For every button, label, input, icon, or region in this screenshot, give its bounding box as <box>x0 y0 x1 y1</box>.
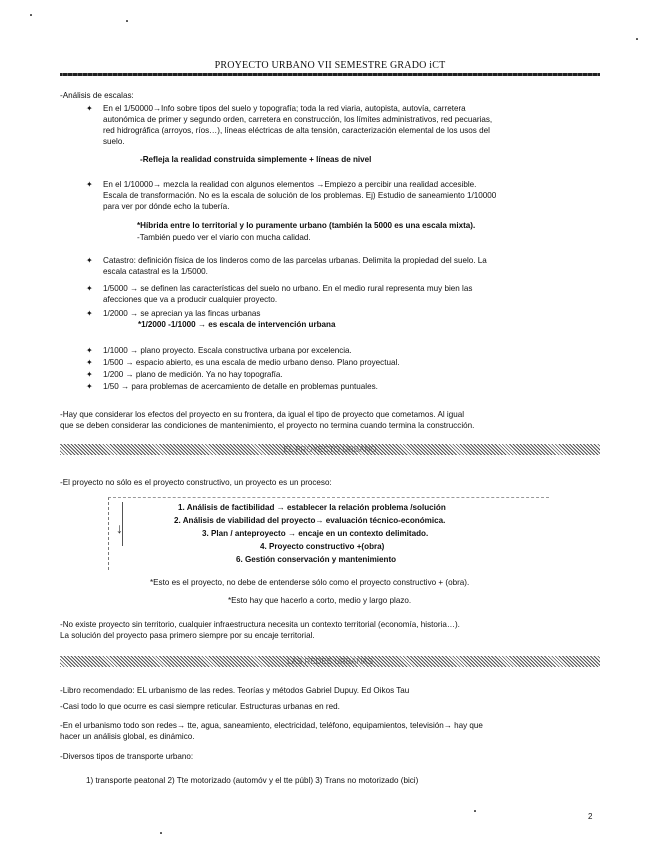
frontier-line2: que se deben considerar las condiciones de mantenimiento, el proyecto no termina cuando termina la construcción. <box>60 421 475 430</box>
process-step-1: 1. Análisis de factibilidad → establecer la relación problema /solución <box>178 503 446 512</box>
arrow-down-icon: ↓ <box>116 520 123 536</box>
process-step-3: 3. Plan / anteproyecto → encaje en un contexto delimitado. <box>202 529 429 538</box>
bullet-icon: ✦ <box>86 104 93 113</box>
networks-line2: hacer un análisis global, es dinámico. <box>60 732 195 741</box>
header-rule <box>60 73 600 76</box>
section-bar-title: LAS REDES URBANAS <box>287 657 373 666</box>
bullet-icon: ✦ <box>86 370 93 379</box>
scale-1000-line: 1/1000 → plano proyecto. Escala constructiva urbana por excelencia. <box>103 346 352 355</box>
scale-10000-note1: *Híbrida entre lo territorial y lo puramente urbano (también la 5000 es una escala mixta). <box>137 221 476 230</box>
territory-line2: La solución del proyecto pasa primero siempre por su encaje territorial. <box>60 631 315 640</box>
scale-10000-line3: para ver por dónde echo la tubería. <box>103 202 230 211</box>
scale-5000-line1: 1/5000 → se definen las características del suelo no urbano. En el medio rural representa muy bien las <box>103 284 473 293</box>
section-bar-redes-urbanas <box>60 656 600 667</box>
scale-200-line: 1/200 → plano de medición. Ya no hay topografía. <box>103 370 283 379</box>
scan-speck <box>30 14 32 16</box>
networks-line1: -En el urbanismo todo son redes→ tte, agua, saneamiento, electricidad, teléfono, equipamientos, televisión→ hay que <box>60 721 483 730</box>
bullet-icon: ✦ <box>86 382 93 391</box>
territory-line1: -No existe proyecto sin territorio, cualquier infraestructura necesita un contexto territorial (economía, historia…). <box>60 620 460 629</box>
scale-50000-line2: autonómica de primer y segundo orden, carretera en construcción, los límites administrativos, red pecuarias, <box>103 115 493 124</box>
process-step-4: 4. Proyecto constructivo +(obra) <box>260 542 385 551</box>
scan-speck <box>126 20 128 22</box>
scale-10000-line2: Escala de transformación. No es la escala de solución de los problemas. Ej) Estudio de saneamiento 1/10000 <box>103 191 497 200</box>
scale-50000-line4: suelo. <box>103 137 125 146</box>
process-note2: *Esto hay que hacerlo a corto, medio y largo plazo. <box>228 596 412 605</box>
process-intro: -El proyecto no sólo es el proyecto constructivo, un proyecto es un proceso: <box>60 478 332 487</box>
page-title: PROYECTO URBANO VII SEMESTRE GRADO iCT <box>214 60 446 71</box>
reticular-line: -Casi todo lo que ocurre es casi siempre reticular. Estructuras urbanas en red. <box>60 702 340 711</box>
section-bar-title: EL PROYECTO URBANO <box>283 445 377 454</box>
page-number: 2 <box>588 812 593 821</box>
transport-types: -Diversos tipos de transporte urbano: <box>60 752 194 761</box>
bullet-icon: ✦ <box>86 180 93 189</box>
bullet-icon: ✦ <box>86 309 93 318</box>
scan-speck <box>474 810 476 812</box>
scale-10000-line1: En el 1/10000→ mezcla la realidad con algunos elementos →Empiezo a percibir una realidad accesible. <box>103 180 477 189</box>
section-bar-proyecto-urbano <box>60 444 600 455</box>
scale-500-line: 1/500 → espacio abierto, es una escala de medio urbano denso. Plano proyectual. <box>103 358 400 367</box>
scan-speck <box>636 38 638 40</box>
scale-2000-line2: *1/2000 -1/1000 → es escala de intervención urbana <box>138 320 336 329</box>
bullet-icon: ✦ <box>86 358 93 367</box>
book-recommendation: -Libro recomendado: EL urbanismo de las redes. Teorías y métodos Gabriel Dupuy. Ed Oikos Tau <box>60 686 410 695</box>
scan-speck <box>160 832 162 834</box>
frontier-line1: -Hay que considerar los efectos del proyecto en su frontera, da igual el tipo de proyecto que cometamos. Al igual <box>60 410 465 419</box>
scales-intro: -Análisis de escalas: <box>60 91 134 100</box>
process-step-2: 2. Análisis de viabilidad del proyecto→ evaluación técnico-económica. <box>174 516 446 525</box>
bullet-icon: ✦ <box>86 346 93 355</box>
catastro-line1: Catastro: definición física de los linderos como de las parcelas urbanas. Delimita la propiedad del suelo. La <box>103 256 487 265</box>
process-note1: *Esto es el proyecto, no debe de entenderse sólo como el proyecto constructivo + (obra). <box>150 578 470 587</box>
scale-50-line: 1/50 → para problemas de acercamiento de detalle en problemas puntuales. <box>103 382 378 391</box>
transport-list: 1) transporte peatonal 2) Tte motorizado (automóv y el tte públ) 3) Trans no motorizado (bici) <box>86 776 419 785</box>
scale-50000-line3: red hidrográfica (arroyos, ríos…), líneas eléctricas de alta tensión, caracterización elemental de los usos del <box>103 126 490 135</box>
scale-50000-line1: En el 1/50000→Info sobre tipos del suelo y topografía; toda la red viaria, autopista, autovía, carretera <box>103 104 466 113</box>
scale-10000-note2: -También puedo ver el viario con mucha calidad. <box>137 233 311 242</box>
bullet-icon: ✦ <box>86 284 93 293</box>
scale-5000-line2: afecciones que va a producir cualquier proyecto. <box>103 295 278 304</box>
bullet-icon: ✦ <box>86 256 93 265</box>
scale-2000-line1: 1/2000 → se aprecian ya las fincas urbanas <box>103 309 261 318</box>
scale-50000-note: -Refleja la realidad construida simplemente + líneas de nivel <box>140 155 372 164</box>
process-step-6: 6. Gestión conservación y mantenimiento <box>236 555 397 564</box>
catastro-line2: escala catastral es la 1/5000. <box>103 267 208 276</box>
